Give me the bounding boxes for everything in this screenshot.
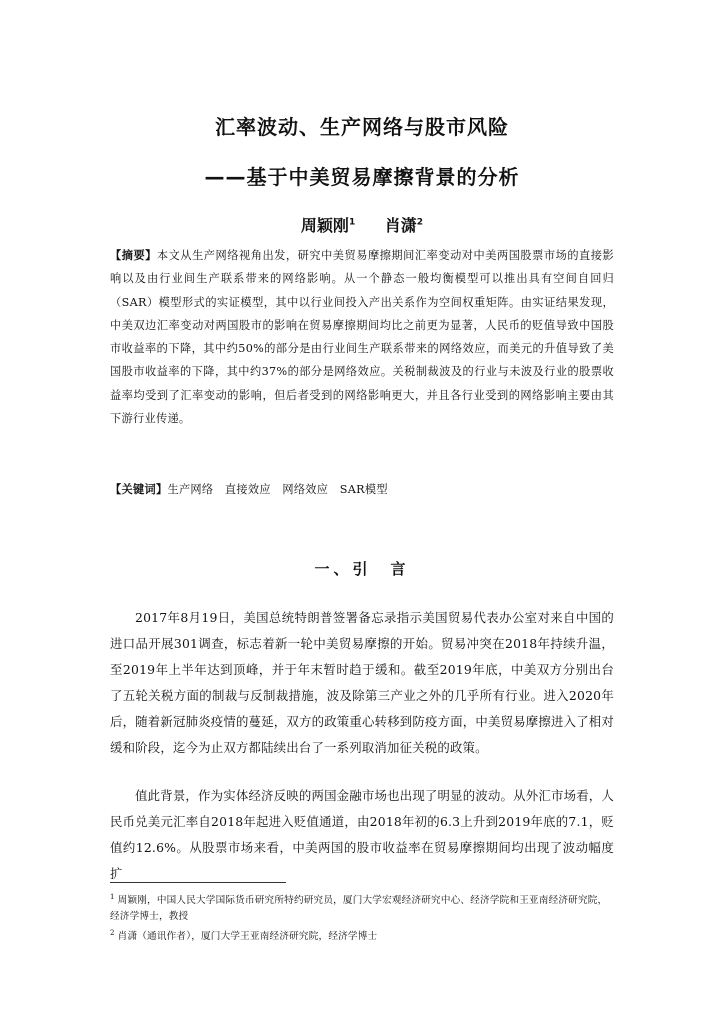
author-2 xyxy=(385,216,423,235)
abstract-text: 本文从生产网络视角出发，研究中美贸易摩擦期间汇率变动对中美两国股票市场的直接影响以及由行业间生产联系带来的网络影响。从一个静态一般均衡模型可以推出具有空间自回归（SAR）模型形式的实证模型，其中以行业间投入产出关系作为空间权重矩阵。由实证结果发现，中美双边汇率变动对两国股市的影响在贸易摩擦期间均比之前更为显著，人民币的贬值导致中国股市收益率的下降，其中约50%的部分是由行业间生产联系带来的网络效应，而美元的升值导致了美国股市收益率的下降，其中约37%的部分是网络效应。关税制裁波及的行业与未波及行业的股票收益率均受到了汇率变动的影响，但后者受到的网络影响更大，并且各行业受到的网络影响主要由其下游行业传递。 xyxy=(110,249,614,426)
footnote-1 xyxy=(110,889,614,925)
keywords-label: 【关键词】 xyxy=(110,482,168,496)
footnotes xyxy=(110,889,614,945)
author-name: 周颖刚 xyxy=(300,216,349,235)
keywords-text: 生产网络 直接效应 网络效应 SAR模型 xyxy=(167,483,388,496)
footnote-divider xyxy=(110,882,286,883)
abstract xyxy=(110,244,614,430)
author-footnote-mark: 1 xyxy=(348,217,356,228)
paper-subtitle: ——基于中美贸易摩擦背景的分析 xyxy=(204,165,520,189)
footnote-mark: 2 xyxy=(110,929,115,938)
footnote-text: 周颖刚，中国人民大学国际货币研究所特约研究员，厦门大学宏观经济研究中心、经济学院和王亚南经济研究院，经济学博士，教授 xyxy=(110,895,608,923)
abstract-label: 【摘要】 xyxy=(110,248,157,262)
keywords xyxy=(110,478,614,501)
paper-title: 汇率波动、生产网络与股市风险 xyxy=(215,115,509,139)
section-heading: 一、引 言 xyxy=(314,560,410,578)
author-line xyxy=(0,213,724,236)
footnote-2 xyxy=(110,925,614,945)
author-name: 肖潇 xyxy=(384,216,417,235)
body-paragraph-1: 2017年8月19日，美国总统特朗普签署备忘录指示美国贸易代表办公室对来自中国的进口品开展301调查，标志着新一轮中美贸易摩擦的开始。贸易冲突在2018年持续升温，至2019年上半年达到顶峰，并于年末暂时趋于缓和。截至2019年底，中美双方分别出台了五轮关税方面的制裁与反制裁措施，波及除第三产业之外的几乎所有行业。进入2020年后，随着新冠肺炎疫情的蔓延，双方的政策重心转移到防疫方面，中美贸易摩擦进入了相对缓和阶段，迄今为止双方都陆续出台了一系列取消加征关税的政策。 xyxy=(110,610,614,755)
footnote-mark: 1 xyxy=(110,893,115,901)
author-1 xyxy=(301,216,355,235)
footnote-text: 肖潇（通讯作者），厦门大学王亚南经济研究院，经济学博士 xyxy=(117,931,378,943)
body-paragraph-2: 值此背景，作为实体经济反映的两国金融市场也出现了明显的波动。从外汇市场看，人民币兑美元汇率自2018年起进入贬值通道，由2018年初的6.3上升到2019年底的7.1，贬值约12.6%。从股票市场来看，中美两国的股市收益率在贸易摩擦期间均出现了波动幅度扩 xyxy=(110,788,614,881)
author-footnote-mark: 2 xyxy=(416,217,424,228)
